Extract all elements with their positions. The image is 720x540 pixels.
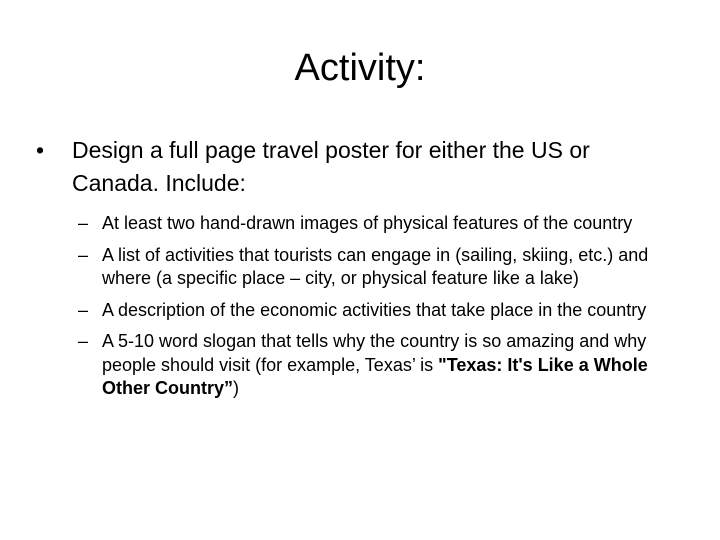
sub-bullet-text: A list of activities that tourists can engage in (sailing, skiing, etc.) and where (a specific place – city, or physical feature like a lake)	[102, 244, 649, 288]
dash-marker: –	[78, 244, 89, 265]
dash-marker: –	[78, 299, 89, 320]
sub-bullet-item	[78, 330, 688, 401]
sub-bullet-item	[78, 299, 688, 323]
dash-marker: –	[78, 331, 89, 351]
sub-bullet-list	[78, 212, 688, 409]
bullet-marker: •	[36, 137, 45, 163]
main-bullet	[36, 134, 676, 200]
sub-bullet-text-start: A 5-10 word slogan that tells why the country is so amazing and why people should visit (for example, Texas’ is	[102, 331, 647, 375]
sub-bullet-text: At least two hand-drawn images of physical features of the country	[102, 213, 633, 233]
slide-title: Activity:	[294, 47, 426, 89]
sub-bullet-text: A description of the economic activities that take place in the country	[102, 299, 647, 320]
sub-bullet-item	[78, 212, 688, 236]
slogan-example: "Texas: It's Like a Whole Other Country”	[102, 354, 648, 398]
main-bullet-text: Design a full page travel poster for either the US or Canada. Include:	[72, 137, 590, 196]
sub-bullet-item	[78, 244, 688, 291]
dash-marker: –	[78, 213, 89, 233]
sub-bullet-text-end: )	[233, 378, 240, 398]
